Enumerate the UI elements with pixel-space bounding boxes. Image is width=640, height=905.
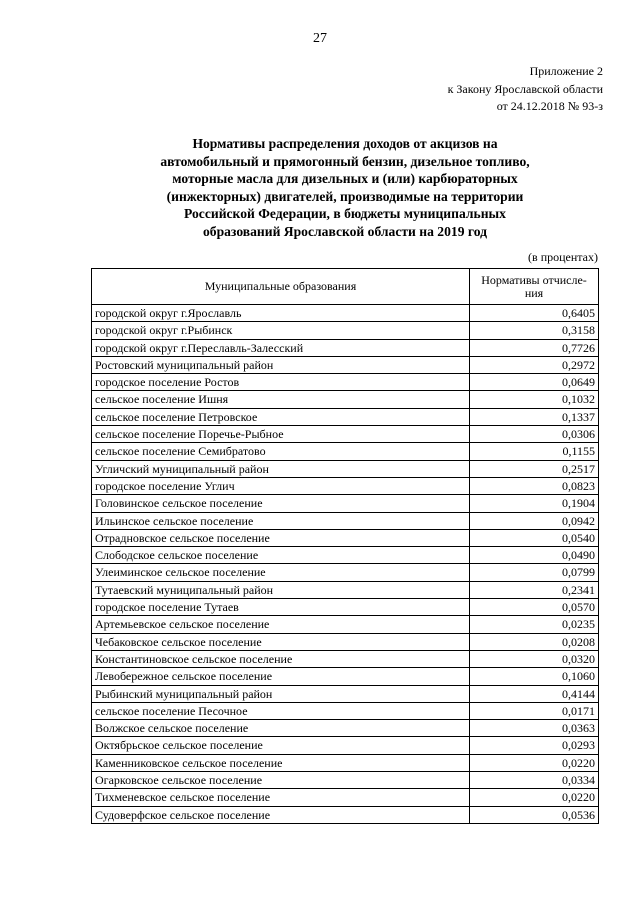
municipality-name: сельское поселение Семибратово	[92, 443, 470, 460]
municipality-name: городское поселение Ростов	[92, 374, 470, 391]
municipality-name: Константиновское сельское поселение	[92, 650, 470, 667]
header-norms: Нормативы отчисле-ния	[470, 269, 599, 305]
norm-value: 0,1155	[470, 443, 599, 460]
municipality-name: Отрадновское сельское поселение	[92, 529, 470, 546]
municipality-name: городское поселение Углич	[92, 477, 470, 494]
table-row	[92, 685, 599, 702]
norm-value: 0,0220	[470, 754, 599, 771]
municipality-name: городское поселение Тутаев	[92, 599, 470, 616]
norm-value: 0,6405	[470, 305, 599, 322]
table-row	[92, 443, 599, 460]
table-row	[92, 529, 599, 546]
norm-value: 0,1337	[470, 408, 599, 425]
norm-value: 0,0208	[470, 633, 599, 650]
table-row	[92, 339, 599, 356]
appendix-line-2: к Закону Ярославской области	[447, 81, 603, 96]
municipality-name: сельское поселение Песочное	[92, 702, 470, 719]
norm-value: 0,0490	[470, 547, 599, 564]
table-row	[92, 391, 599, 408]
table-row	[92, 305, 599, 322]
appendix-reference	[448, 63, 603, 116]
norm-value: 0,4144	[470, 685, 599, 702]
norm-value: 0,1904	[470, 495, 599, 512]
municipality-name: Слободское сельское поселение	[92, 547, 470, 564]
table-row	[92, 426, 599, 443]
municipality-name: Ильинское сельское поселение	[92, 512, 470, 529]
norm-value: 0,0536	[470, 806, 599, 823]
municipality-name: Чебаковское сельское поселение	[92, 633, 470, 650]
table-row	[92, 495, 599, 512]
norm-value: 0,1060	[470, 668, 599, 685]
table-header-row	[92, 269, 599, 305]
table-row	[92, 702, 599, 719]
table-row	[92, 374, 599, 391]
table-row	[92, 581, 599, 598]
table-row	[92, 322, 599, 339]
municipality-name: городской округ г.Переславль-Залесский	[92, 339, 470, 356]
table-row	[92, 408, 599, 425]
norm-value: 0,0320	[470, 650, 599, 667]
municipality-name: Огарковское сельское поселение	[92, 772, 470, 789]
table-row	[92, 772, 599, 789]
norm-value: 0,0306	[470, 426, 599, 443]
norms-table	[91, 268, 599, 824]
appendix-line-3: от 24.12.2018 № 93-з	[496, 99, 603, 113]
norm-value: 0,7726	[470, 339, 599, 356]
municipality-name: сельское поселение Ишня	[92, 391, 470, 408]
norm-value: 0,0334	[470, 772, 599, 789]
norm-value: 0,2341	[470, 581, 599, 598]
table-row	[92, 512, 599, 529]
norm-value: 0,2517	[470, 460, 599, 477]
title-line-5: Российской Федерации, в бюджеты муниципальных	[184, 206, 506, 221]
norm-value: 0,0942	[470, 512, 599, 529]
table-row	[92, 668, 599, 685]
table-row	[92, 616, 599, 633]
title-line-2: автомобильный и прямогонный бензин, дизельное топливо,	[160, 153, 530, 169]
municipality-name: Улеиминское сельское поселение	[92, 564, 470, 581]
municipality-name: Октябрьское сельское поселение	[92, 737, 470, 754]
table-row	[92, 356, 599, 373]
municipality-name: сельское поселение Поречье-Рыбное	[92, 426, 470, 443]
municipality-name: Рыбинский муниципальный район	[92, 685, 470, 702]
table-row	[92, 564, 599, 581]
table-row	[92, 737, 599, 754]
municipality-name: Левобережное сельское поселение	[92, 668, 470, 685]
title-line-1: Нормативы распределения доходов от акцизов на	[192, 136, 498, 151]
document-title	[100, 135, 590, 240]
table-row	[92, 650, 599, 667]
municipality-name: Волжское сельское поселение	[92, 720, 470, 737]
table-row	[92, 789, 599, 806]
table-row	[92, 547, 599, 564]
municipality-name: Тихменевское сельское поселение	[92, 789, 470, 806]
municipality-name: городской округ г.Рыбинск	[92, 322, 470, 339]
norm-value: 0,0235	[470, 616, 599, 633]
norm-value: 0,0649	[470, 374, 599, 391]
table-row	[92, 460, 599, 477]
table-row	[92, 633, 599, 650]
norm-value: 0,0823	[470, 477, 599, 494]
table-row	[92, 806, 599, 823]
municipality-name: Артемьевское сельское поселение	[92, 616, 470, 633]
municipality-name: Головинское сельское поселение	[92, 495, 470, 512]
norm-value: 0,1032	[470, 391, 599, 408]
municipality-name: сельское поселение Петровское	[92, 408, 470, 425]
norm-value: 0,3158	[470, 322, 599, 339]
municipality-name: Угличский муниципальный район	[92, 460, 470, 477]
norm-value: 0,0171	[470, 702, 599, 719]
header-municipalities: Муниципальные образования	[92, 269, 470, 305]
municipality-name: Судоверфское сельское поселение	[92, 806, 470, 823]
municipality-name: Тутаевский муниципальный район	[92, 581, 470, 598]
municipality-name: Ростовский муниципальный район	[92, 356, 470, 373]
title-line-3: моторные масла для дизельных и (или) карбюраторных	[172, 171, 518, 186]
table-body	[92, 305, 599, 824]
table-row	[92, 477, 599, 494]
table-row	[92, 754, 599, 771]
appendix-line-1: Приложение 2	[529, 64, 603, 78]
table-row	[92, 720, 599, 737]
municipality-name: городской округ г.Ярославль	[92, 305, 470, 322]
norm-value: 0,0363	[470, 720, 599, 737]
norm-value: 0,0799	[470, 564, 599, 581]
title-line-6: образований Ярославской области на 2019 год	[202, 223, 488, 239]
norm-value: 0,2972	[470, 356, 599, 373]
municipality-name: Каменниковское сельское поселение	[92, 754, 470, 771]
page-number: 27	[313, 31, 327, 46]
norm-value: 0,0293	[470, 737, 599, 754]
norm-value: 0,0570	[470, 599, 599, 616]
unit-note: (в процентах)	[528, 250, 598, 264]
title-line-4: (инжекторных) двигателей, производимые на территории	[166, 188, 524, 204]
norm-value: 0,0220	[470, 789, 599, 806]
norm-value: 0,0540	[470, 529, 599, 546]
table-row	[92, 599, 599, 616]
